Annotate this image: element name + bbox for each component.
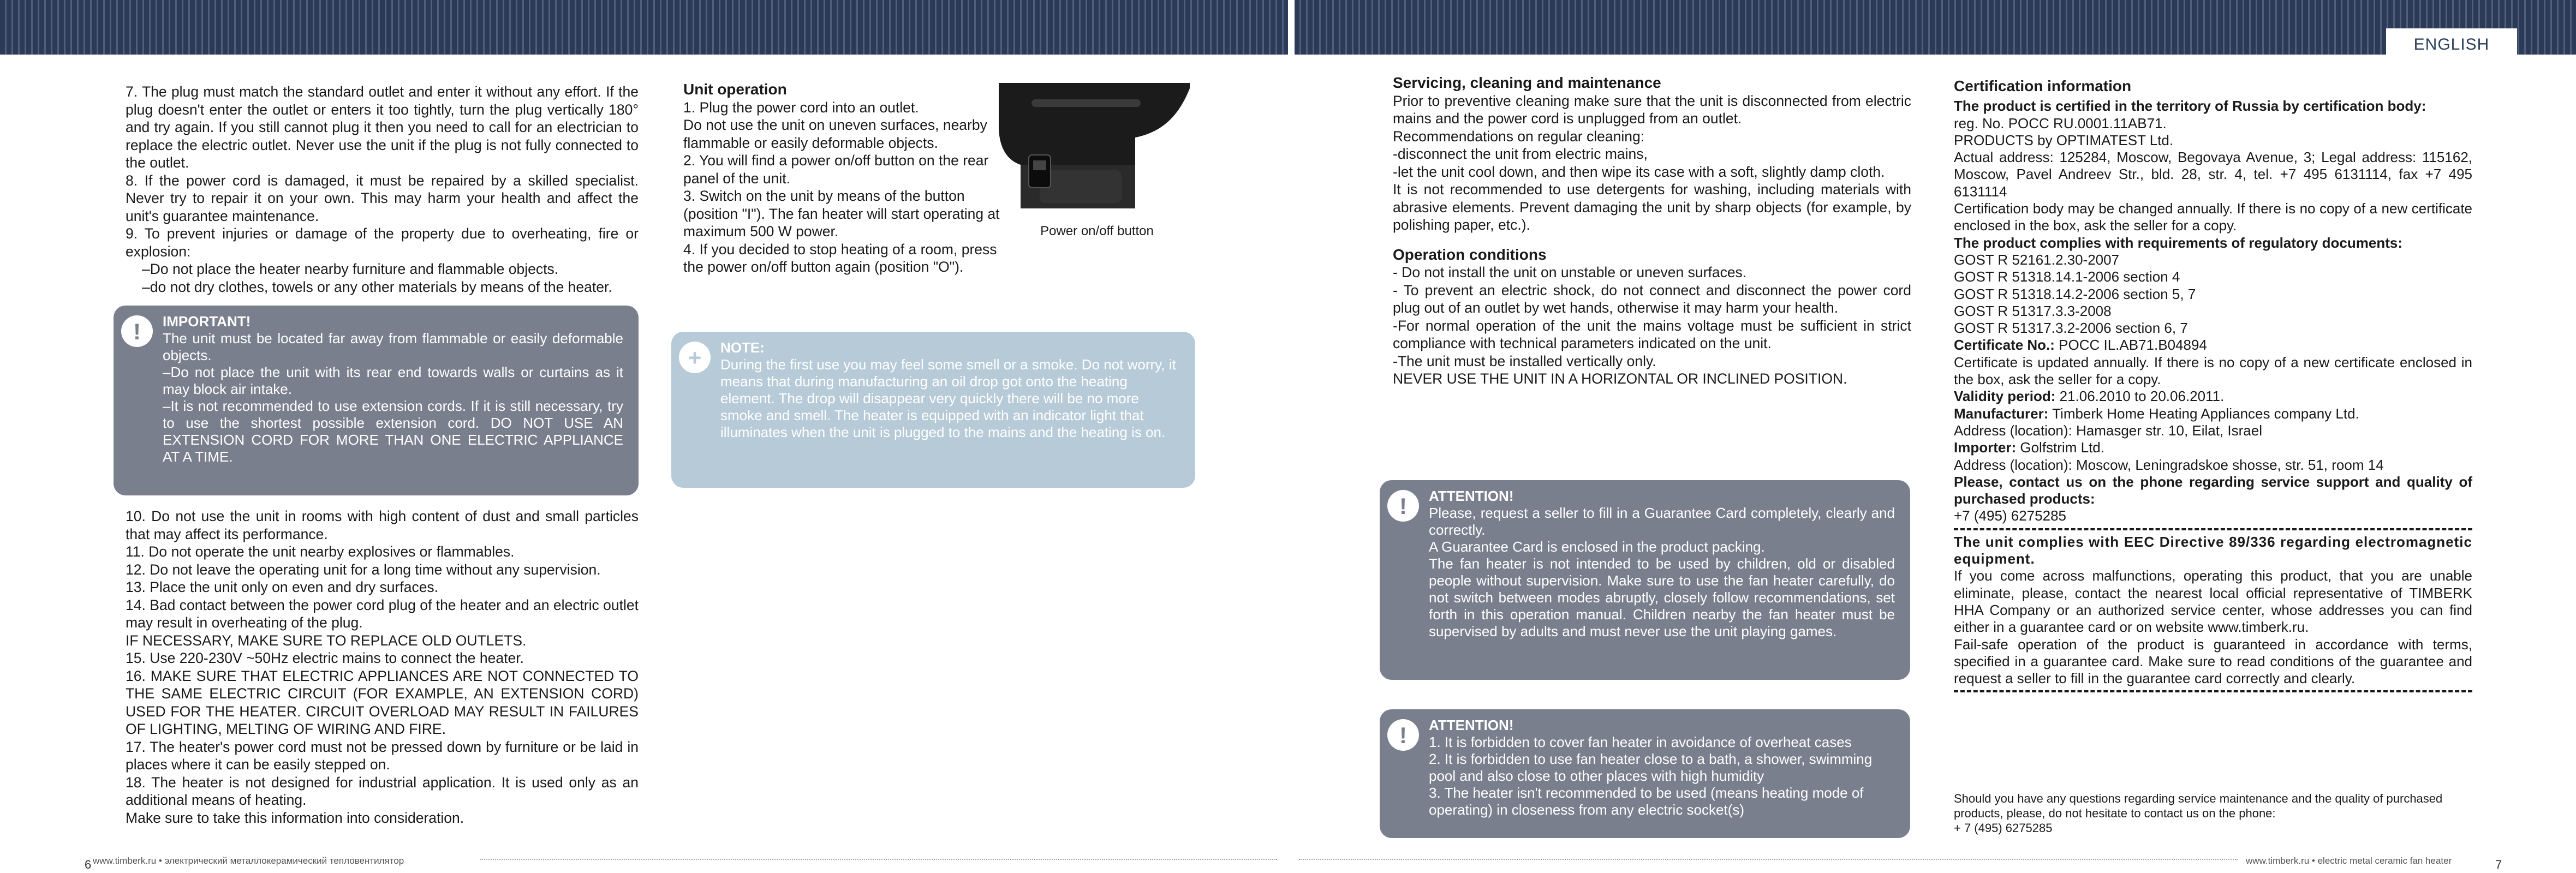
importer bbox=[1954, 439, 2472, 456]
safety-rules-bottom bbox=[126, 507, 639, 827]
footer-right-text: www.timberk.ru • electric metal ceramic fan heater bbox=[2246, 856, 2452, 866]
note-text: During the first use you may feel some smell or a smoke. Do not worry, it means that during manufacturing an oil drop got onto the heating element. The drop will disappear very quickly there will be no more smoke and smell. The heater is equipped with an indicator light that illuminates when the unit is plugged to the mains and the heating is on. bbox=[720, 356, 1176, 440]
image-caption: Power on/off button bbox=[1040, 224, 1154, 238]
page-number-right: 7 bbox=[2495, 858, 2502, 871]
cert-address: Actual address: 125284, Moscow, Begovaya Avenue, 3; Legal address: 115162, Moscow, Pavel Andreev Str., bld. 28, str. 4, tel. +7 495 6131114, fax +7 495 6131114 bbox=[1954, 149, 2472, 200]
note-title: NOTE: bbox=[720, 339, 765, 356]
operation-step: 4. If you decided to stop heating of a room, press the power on/off button again (position "O"). bbox=[683, 241, 997, 275]
cert-no-label: Certificate No.: bbox=[1954, 337, 2055, 354]
contact-text: Please, contact us on the phone regarding service support and quality of purchased products: bbox=[1954, 473, 2472, 507]
attention-line: 1. It is forbidden to cover fan heater in avoidance of overheat cases bbox=[1429, 734, 1852, 750]
header-band-right bbox=[1295, 0, 2576, 55]
note-box bbox=[671, 332, 1195, 488]
servicing-line: Recommendations on regular cleaning: bbox=[1393, 128, 1645, 145]
importer-address: Address (location): Moscow, Leningradskoe shosse, str. 51, room 14 bbox=[1954, 456, 2384, 473]
operation-step: 1. Plug the power cord into an outlet. bbox=[683, 99, 919, 116]
products-by: PRODUCTS by OPTIMATEST Ltd. bbox=[1954, 131, 2174, 148]
attention-line: A Guarantee Card is enclosed in the product packing. bbox=[1429, 539, 1765, 555]
attention-box-1 bbox=[1380, 480, 1910, 680]
servicing-line: It is not recommended to use detergents for washing, including materials with abrasive elements. Prevent damaging the unit by sharp objects (for example, by polishing paper, etc.). bbox=[1393, 181, 1911, 233]
important-box bbox=[114, 306, 639, 495]
condition-line: - To prevent an electric shock, do not connect and disconnect the power cord plug out of an outlet by wet hands, otherwise it may harm your health. bbox=[1393, 282, 1911, 316]
body-changed: Certification body may be changed annually. If there is no copy of a new certificate enclosed in the box, ask the seller for a copy. bbox=[1954, 200, 2472, 234]
gost: GOST R 51317.3.3-2008 bbox=[1954, 302, 2112, 319]
validity-label: Validity period: bbox=[1954, 388, 2056, 405]
important-line: –It is not recommended to use extension cords. If it is still necessary, try to use the shortest possible extension cord. DO NOT USE AN EXTENSION CORD FOR MORE THAN ONE ELECTRIC APPLIANCE AT A TIME. bbox=[163, 398, 623, 465]
questions-phone: + 7 (495) 6275285 bbox=[1954, 821, 2053, 835]
rule-14: 14. Bad contact between the power cord plug of the heater and an electric outlet may result in overheating of the plug. bbox=[126, 596, 639, 631]
operation-step: 2. You will find a power on/off button on the rear panel of the unit. bbox=[683, 152, 989, 187]
complies-docs: The product complies with requirements of regulatory documents: bbox=[1954, 234, 2402, 251]
footer-left-text: www.timberk.ru • электрический металлокерамический тепловентилятор bbox=[93, 856, 404, 866]
manufacturer-value: Timberk Home Heating Appliances company Ltd. bbox=[2052, 405, 2359, 422]
validity bbox=[1954, 388, 2472, 405]
servicing-line: Prior to preventive cleaning make sure that the unit is disconnected from electric mains and the power cord is unplugged from an outlet. bbox=[1393, 92, 1911, 127]
important-line: –Do not place the unit with its rear end towards walls or curtains as it may block air intake. bbox=[163, 364, 623, 397]
page-number-left: 6 bbox=[85, 858, 92, 871]
gost: GOST R 51318.14.1-2006 section 4 bbox=[1954, 268, 2180, 285]
rule-9: 9. To prevent injuries or damage of the property due to overheating, fire or explosion: bbox=[126, 225, 639, 260]
questions-block bbox=[1954, 791, 2472, 835]
manufacturer-address: Address (location): Hamasger str. 10, Eilat, Israel bbox=[1954, 422, 2263, 439]
divider bbox=[1954, 690, 2472, 692]
rule-16: 16. MAKE SURE THAT ELECTRIC APPLIANCES ARE NOT CONNECTED TO THE SAME ELECTRIC CIRCUIT (FOR EXAMPLE, AN EXTENSION CORD) USED FOR THE HEATER. CIRCUIT OVERLOAD MAY RESULT IN FAILURES OF LIGHTING, MELTING OF WIRING AND FIRE. bbox=[126, 667, 639, 737]
attention-line: 3. The heater isn't recommended to be used (means heating mode of operating) in closeness from any electric socket(s) bbox=[1429, 785, 1864, 818]
cert-updated: Certificate is updated annually. If there is no copy of a new certificate enclosed in the box, ask the seller for a copy. bbox=[1954, 354, 2472, 388]
rule-11: 11. Do not operate the unit nearby explosives or flammables. bbox=[126, 543, 515, 560]
rule-15: 15. Use 220-230V ~50Hz electric mains to connect the heater. bbox=[126, 650, 524, 666]
rule-13: 13. Place the unit only on even and dry surfaces. bbox=[126, 579, 439, 595]
unit-operation-title: Unit operation bbox=[683, 81, 787, 98]
attention-line: Please, request a seller to fill in a Guarantee Card completely, clearly and correctly. bbox=[1429, 505, 1895, 538]
important-line: The unit must be located far away from flammable or easily deformable objects. bbox=[163, 330, 623, 363]
manufacturer bbox=[1954, 405, 2472, 422]
importer-value: Golfstrim Ltd. bbox=[2020, 439, 2104, 456]
condition-line: - Do not install the unit on unstable or uneven surfaces. bbox=[1393, 264, 1747, 280]
rule-17: 17. The heater's power cord must not be pressed down by furniture or be laid in places where it can be easily stepped on. bbox=[126, 738, 639, 773]
exclamation-icon: ! bbox=[1387, 490, 1419, 522]
importer-label: Importer: bbox=[1954, 439, 2017, 456]
important-title: IMPORTANT! bbox=[163, 313, 251, 330]
safety-rules-top bbox=[126, 83, 639, 296]
exclamation-icon: ! bbox=[121, 315, 153, 347]
gost: GOST R 51318.14.2-2006 section 5, 7 bbox=[1954, 285, 2196, 302]
rule-12: 12. Do not leave the operating unit for a long time without any supervision. bbox=[126, 561, 601, 578]
cert-number bbox=[1954, 337, 2472, 354]
validity-value: 21.06.2010 to 20.06.2011. bbox=[2059, 388, 2225, 405]
attention-title: ATTENTION! bbox=[1429, 717, 1514, 733]
power-switch-icon bbox=[1029, 155, 1051, 188]
servicing-title: Servicing, cleaning and maintenance bbox=[1393, 74, 1661, 91]
questions-text: Should you have any questions regarding service maintenance and the quality of purchased products, please, do not hesitate to contact us on the phone: bbox=[1954, 792, 2443, 820]
header-band-left bbox=[0, 0, 1288, 55]
rule-18: 18. The heater is not designed for industrial application. It is used only as an additional means of heating. bbox=[126, 774, 639, 808]
footer-dots-left bbox=[480, 859, 1277, 860]
unit-operation-section bbox=[683, 81, 1000, 276]
gost: GOST R 51317.3.2-2006 section 6, 7 bbox=[1954, 320, 2188, 337]
condition-line: NEVER USE THE UNIT IN A HORIZONTAL OR INCLINED POSITION. bbox=[1393, 370, 1847, 387]
heater-photo bbox=[999, 83, 1190, 208]
contact-phone: +7 (495) 6275285 bbox=[1954, 507, 2067, 524]
condition-line: -The unit must be installed vertically only. bbox=[1393, 352, 1656, 369]
attention-line: 2. It is forbidden to use fan heater close to a bath, a shower, swimming pool and also close to other places with high humidity bbox=[1429, 751, 1873, 784]
cert-no: POCC IL.AB71.B04894 bbox=[2059, 337, 2207, 354]
plus-icon: + bbox=[679, 342, 711, 373]
rule-closing: Make sure to take this information into consideration. bbox=[126, 809, 464, 826]
attention-title: ATTENTION! bbox=[1429, 488, 1514, 504]
manufacturer-label: Manufacturer: bbox=[1954, 405, 2049, 422]
divider bbox=[1954, 528, 2472, 530]
language-label: ENGLISH bbox=[2386, 28, 2517, 61]
gost: GOST R 52161.2.30-2007 bbox=[1954, 251, 2120, 268]
rule-8: 8. If the power cord is damaged, it must be repaired by a skilled specialist. Never try to repair it on your own. This may harm your health and affect the unit's guarantee maintenance. bbox=[126, 172, 639, 224]
certification-section bbox=[1954, 77, 2472, 696]
servicing-section bbox=[1393, 74, 1911, 388]
rule-7: 7. The plug must match the standard outlet and enter it without any effort. If the plug doesn't enter the outlet or enters it too tightly, turn the plug vertically 180° and try again. If you still cannot plug it then you need to call for an electrician to replace the electric outlet. Never use the unit if the plug is not fully connected to the outlet. bbox=[126, 83, 639, 171]
cert-russia: The product is certified in the territory of Russia by certification body: bbox=[1954, 98, 2426, 115]
failsafe-text: Fail-safe operation of the product is guaranteed in accordance with terms, specified in a guarantee card. Make sure to read conditions of the guarantee and request a seller to fill in the guarantee card correctly and clearly. bbox=[1954, 636, 2472, 687]
condition-line: -For normal operation of the unit the mains voltage must be sufficient in strict compliance with technical parameters indicated on the unit. bbox=[1393, 317, 1911, 351]
operation-step: Do not use the unit on uneven surfaces, nearby flammable or easily deformable objects. bbox=[683, 117, 987, 151]
footer-dots-right bbox=[1299, 859, 2238, 860]
rule-9b: –do not dry clothes, towels or any other materials by means of the heater. bbox=[142, 278, 612, 295]
exclamation-icon: ! bbox=[1387, 719, 1419, 751]
rule-14-note: IF NECESSARY, MAKE SURE TO REPLACE OLD OUTLETS. bbox=[126, 632, 527, 649]
attention-line: The fan heater is not intended to be used by children, old or disabled people without supervision. Make sure to use the fan heater carefully, do not switch between modes abruptly, closely follow recommendations, set forth in this operation manual. Children nearby the fan heater must be supervised by adults and must never use the unit playing games. bbox=[1429, 555, 1895, 639]
servicing-line: -let the unit cool down, and then wipe its case with a soft, slightly damp cloth. bbox=[1393, 163, 1885, 180]
servicing-line: -disconnect the unit from electric mains, bbox=[1393, 146, 1648, 162]
operation-conditions-title: Operation conditions bbox=[1393, 246, 1547, 263]
operation-step: 3. Switch on the unit by means of the button (position "I"). The fan heater will start operating at maximum 500 W power. bbox=[683, 188, 1000, 240]
rule-9a: –Do not place the heater nearby furniture and flammable objects. bbox=[142, 261, 559, 277]
rule-10: 10. Do not use the unit in rooms with high content of dust and small particles that may affect its performance. bbox=[126, 508, 639, 542]
eec-directive: The unit complies with EEC Directive 89/336 regarding electromagnetic equipment. bbox=[1954, 533, 2472, 567]
reg-no: reg. No. POCC RU.0001.11AB71. bbox=[1954, 115, 2167, 131]
malfunction-text: If you come across malfunctions, operating this product, that you are unable eliminate, please, contact the nearest local official representative of TIMBERK HHA Company or an authorized service center, whose addresses you can find either in a guarantee card or on website www.timberk.ru. bbox=[1954, 567, 2472, 636]
attention-box-2 bbox=[1380, 709, 1910, 838]
certification-title: Certification information bbox=[1954, 77, 2132, 94]
